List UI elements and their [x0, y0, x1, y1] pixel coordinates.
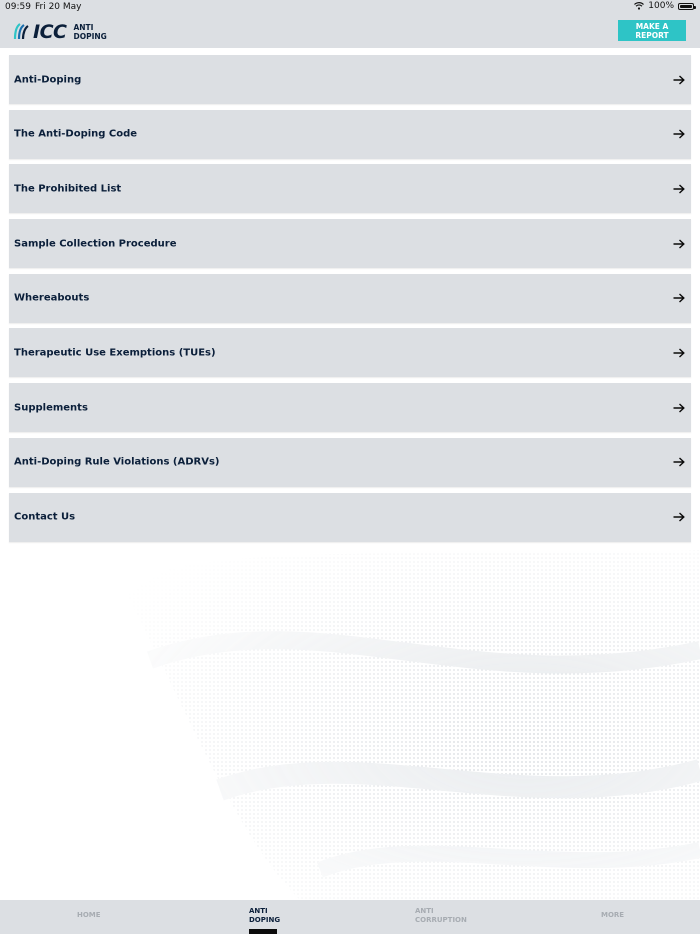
- menu-item-whereabouts[interactable]: [9, 274, 691, 323]
- tab-more[interactable]: [601, 911, 624, 934]
- menu-item-label: Anti-Doping Rule Violations (ADRVs): [14, 456, 220, 468]
- menu-item-sample-collection[interactable]: [9, 219, 691, 268]
- arrow-right-icon: [673, 129, 685, 139]
- menu-item-label: Whereabouts: [14, 292, 90, 304]
- menu-item-label: The Anti-Doping Code: [14, 128, 138, 140]
- active-tab-indicator: [249, 929, 277, 934]
- battery-icon: [678, 3, 694, 10]
- tab-anti-corruption[interactable]: [415, 907, 467, 934]
- make-a-report-button[interactable]: MAKE A REPORT: [618, 20, 686, 41]
- status-time: 09:59: [5, 2, 31, 12]
- tab-home[interactable]: [77, 911, 101, 934]
- menu-item-anti-doping-code[interactable]: [9, 110, 691, 159]
- cricket-stumps-icon: [13, 23, 29, 41]
- arrow-right-icon: [673, 457, 685, 467]
- logo-sub-line2: DOPING: [73, 32, 107, 41]
- arrow-right-icon: [673, 239, 685, 249]
- tab-label-line2: DOPING: [249, 916, 281, 924]
- status-indicators: [634, 1, 694, 11]
- status-date: Fri 20 May: [35, 2, 82, 12]
- menu-item-tues[interactable]: [9, 328, 691, 377]
- arrow-right-icon: [673, 348, 685, 358]
- anti-doping-menu: [9, 55, 691, 547]
- arrow-right-icon: [673, 403, 685, 413]
- arrow-right-icon: [673, 184, 685, 194]
- logo-text: ICC: [33, 21, 67, 43]
- menu-item-label: Supplements: [14, 402, 88, 414]
- tab-label: MORE: [601, 911, 625, 919]
- top-bar: [0, 0, 700, 48]
- battery-percent: 100%: [648, 1, 674, 11]
- arrow-right-icon: [673, 75, 685, 85]
- wifi-icon: [634, 2, 644, 10]
- bottom-tab-bar: [0, 900, 700, 934]
- menu-item-supplements[interactable]: [9, 383, 691, 432]
- menu-item-anti-doping[interactable]: [9, 55, 691, 104]
- tab-label-line1: ANTI: [249, 907, 268, 915]
- menu-item-adrvs[interactable]: [9, 438, 691, 487]
- status-bar: [0, 0, 700, 14]
- tab-label: HOME: [77, 911, 101, 919]
- menu-item-label: The Prohibited List: [14, 183, 122, 195]
- arrow-right-icon: [673, 293, 685, 303]
- menu-item-label: Therapeutic Use Exemptions (TUEs): [14, 347, 216, 359]
- menu-item-label: Contact Us: [14, 511, 76, 523]
- menu-item-prohibited-list[interactable]: [9, 164, 691, 213]
- arrow-right-icon: [673, 512, 685, 522]
- tab-label-line2: CORRUPTION: [415, 916, 467, 924]
- tab-label-line1: ANTI: [415, 907, 434, 915]
- menu-item-label: Sample Collection Procedure: [14, 238, 177, 250]
- menu-item-label: Anti-Doping: [14, 74, 82, 85]
- menu-item-contact-us[interactable]: [9, 493, 691, 542]
- icc-anti-doping-logo: [13, 21, 107, 43]
- wave-background: [0, 540, 700, 900]
- logo-subtitle: [73, 23, 106, 41]
- logo-sub-line1: ANTI: [73, 23, 94, 32]
